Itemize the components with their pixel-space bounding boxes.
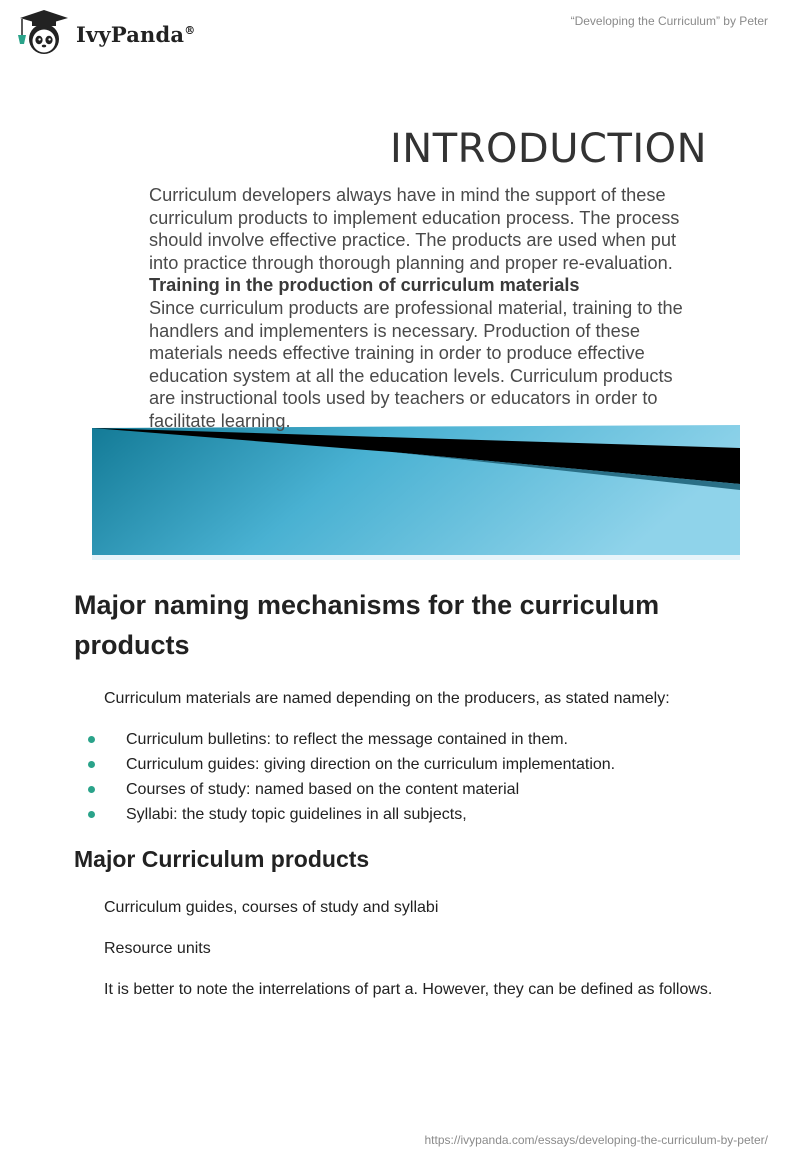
brand-name: IvyPanda® [76, 21, 196, 47]
bullet-dot-icon [88, 761, 95, 768]
bullet-dot-icon [88, 811, 95, 818]
list-item: Curriculum bulletins: to reflect the message contained in them. [74, 727, 714, 752]
list-item: Syllabi: the study topic guidelines in all subjects, [74, 802, 714, 827]
bullet-list [74, 727, 714, 827]
panda-graduate-icon [14, 10, 72, 56]
paragraph: Curriculum guides, courses of study and syllabi [104, 899, 439, 916]
bullet-dot-icon [88, 786, 95, 793]
intro-slide [92, 118, 740, 560]
brand-logo[interactable] [14, 10, 195, 56]
section-heading: Major naming mechanisms for the curriculum products [74, 590, 660, 660]
slide-title: INTRODUCTION [390, 126, 708, 172]
slide-subheading: Training in the production of curriculum materials [149, 275, 580, 296]
document-title: “Developing the Curriculum” by Peter [570, 14, 768, 28]
paragraph: It is better to note the interrelations of part a. However, they can be defined as follows. [104, 981, 713, 998]
slide-body [149, 184, 689, 433]
slide-paragraph: Since curriculum products are professional material, training to the handlers and implementers is necessary. Production of these materials needs effective training in order to produce effective education system at all the education levels. Curriculum products are instructional tools used by teachers or educators in order to facilitate learning. [149, 297, 683, 431]
list-item: Curriculum guides: giving direction on the curriculum implementation. [74, 752, 714, 777]
section-heading: Major Curriculum products [74, 846, 370, 872]
source-url-link[interactable]: https://ivypanda.com/essays/developing-the-curriculum-by-peter/ [424, 1133, 768, 1147]
intro-paragraph: Curriculum materials are named depending on the producers, as stated namely: [104, 690, 670, 707]
paragraph: Resource units [104, 940, 211, 957]
slide-paragraph: Curriculum developers always have in mind the support of these curriculum products to implement education process. The process should involve effective practice. The products are used when put into practice through thorough planning and proper re-evaluation. [149, 185, 680, 273]
list-item: Courses of study: named based on the content material [74, 777, 714, 802]
bullet-dot-icon [88, 736, 95, 743]
